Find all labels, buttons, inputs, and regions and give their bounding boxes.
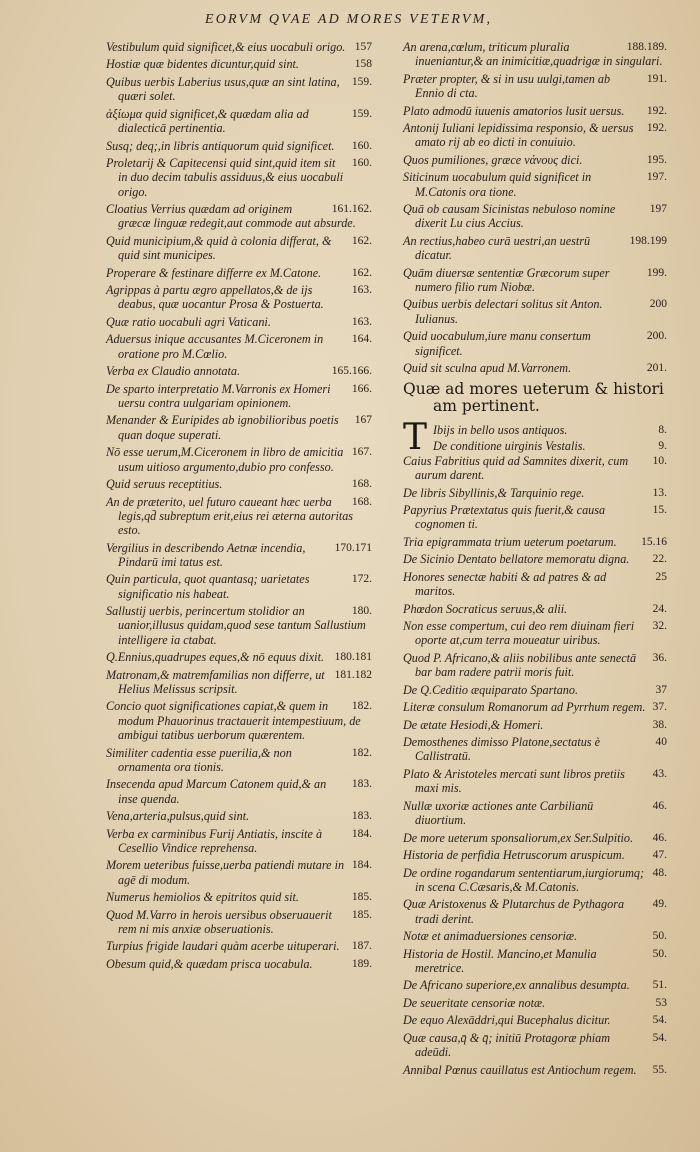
entry-text: Q.Ennius,quadrupes eques,& nō equus dixit. bbox=[106, 650, 325, 665]
index-entry bbox=[106, 266, 376, 280]
entry-text: Properare & festinare differre ex M.Catone. bbox=[106, 265, 322, 280]
index-entry bbox=[433, 423, 671, 437]
entry-text: De more ueterum sponsaliorum,ex Ser.Sulpitio. bbox=[403, 830, 634, 845]
entry-text: Plato & Aristoteles mercati sunt libros pretiis maxi mis. bbox=[403, 766, 625, 796]
page-number: 182. bbox=[351, 700, 372, 713]
entry-text: Agrippas à partu ægro appellatos,& de ijs deabus, quæ uocantur Prosa & Postuerta. bbox=[106, 283, 324, 312]
page-number: 185. bbox=[351, 908, 372, 921]
entry-text: Similiter cadentia esse puerilia,& non ornamenta ora tionis. bbox=[106, 745, 292, 774]
entry-text: Concio quot significationes capiat,& quem in modum Phauorinus tractauerit intempestiuum, de ambigui tatibus uerborum quærentem. bbox=[106, 699, 361, 743]
entry-text: De libris Sibyllinis,& Tarquinio rege. bbox=[403, 485, 585, 500]
entry-text: Quid uocabulum,iure manu consertum significet. bbox=[403, 329, 591, 358]
entry-text: Quid municipium,& quid à colonia differat, & quid sint municipes. bbox=[106, 233, 332, 263]
entry-text: Quod P. Africano,& aliis nobilibus ante senectā bar bam radere patrii moris fuit. bbox=[403, 650, 637, 680]
entry-text: An rectius,habeo curā uestri,an uestrū dicatur. bbox=[403, 233, 591, 263]
index-entry bbox=[106, 827, 376, 856]
entry-text: Quibus uerbis Laberius usus,quæ an sint latina, quæri solet. bbox=[106, 74, 340, 104]
page-number: 54. bbox=[652, 1031, 667, 1044]
page-number: 15. bbox=[652, 504, 667, 517]
entry-text: Quod M.Varro in herois uersibus obseruauerit rem ni mis anxiæ obseruationis. bbox=[106, 907, 332, 936]
page-number: 165.166. bbox=[331, 365, 372, 378]
page-number: 168. bbox=[351, 495, 372, 508]
page-number: 43. bbox=[652, 767, 667, 780]
entry-text: De Sicinio Dentato bellatore memoratu digna. bbox=[403, 552, 630, 567]
entry-text: Quā ob causam Sicinistas nebuloso nomine dixerit Lu cius Accius. bbox=[403, 202, 616, 231]
index-entry bbox=[106, 699, 376, 742]
index-entry bbox=[403, 947, 671, 976]
index-entry bbox=[106, 541, 376, 570]
entry-text: De ætate Hesiodi,& Homeri. bbox=[403, 717, 544, 732]
entry-text: Quām diuersæ sententiæ Græcorum super numero filio rum Niobæ. bbox=[403, 265, 610, 294]
entry-text: Annibal Pœnus cauillatus est Antiochum regem. bbox=[403, 1062, 637, 1077]
page-number: 182. bbox=[351, 746, 372, 759]
entry-text: Nō esse uerum,M.Ciceronem in libro de amicitia usum uitioso argumento,dubio pro confesso. bbox=[106, 445, 344, 474]
index-entry bbox=[106, 939, 376, 953]
index-entry bbox=[403, 170, 671, 199]
index-entry bbox=[403, 1031, 671, 1060]
first-entry-list bbox=[433, 423, 671, 453]
right-column-bottom-list bbox=[403, 454, 671, 1077]
entry-text: Quid sit sculna apud M.Varronem. bbox=[403, 361, 572, 375]
page-number: 197 bbox=[649, 203, 667, 216]
entry-text: Quin particula, quot quantasq; uarietates significatio nis habeat. bbox=[106, 572, 310, 601]
index-entry bbox=[403, 153, 671, 167]
page-number: 157 bbox=[354, 41, 372, 53]
index-entry bbox=[403, 1013, 671, 1027]
page-number: 192. bbox=[646, 122, 667, 135]
entry-text: Quæ Aristoxenus & Plutarchus de Pythagora tradi derint. bbox=[403, 897, 625, 926]
entry-text: Non esse compertum, cui deo rem diuinam fieri oporte at,cum terra moueatur uiribus. bbox=[403, 619, 635, 648]
page-number: 46. bbox=[652, 799, 667, 812]
page-number: 192. bbox=[646, 104, 667, 117]
entry-text: Verba ex carminibus Furij Antiatis, inscite à Cesellio Vindice reprehensa. bbox=[106, 826, 323, 855]
entry-text: De Africano superiore,ex annalibus desumpta. bbox=[403, 978, 630, 993]
page-number: 161.162. bbox=[331, 203, 372, 216]
page-number: 160. bbox=[351, 157, 372, 170]
page-number: 195. bbox=[646, 153, 667, 166]
page-number: 200. bbox=[646, 330, 667, 343]
page-number: 188.189. bbox=[626, 41, 667, 53]
page-number: 50. bbox=[652, 930, 667, 943]
entry-text: Proletarij & Capitecensi quid sint,quid item sit in duo decim tabulis assiduus,& eius uocabuli origo. bbox=[106, 156, 344, 199]
entry-text: Plato admodū iuuenis amatorios lusit uersus. bbox=[403, 103, 625, 118]
index-entry bbox=[106, 604, 376, 647]
page-number: 167 bbox=[354, 414, 372, 427]
index-entry bbox=[403, 978, 671, 992]
index-entry bbox=[106, 202, 376, 231]
entry-text: Quæ ratio uocabuli agri Vaticani. bbox=[106, 314, 271, 329]
index-entry bbox=[106, 495, 376, 538]
page-number: 199. bbox=[646, 266, 667, 279]
entry-text: De ordine rogandarum sententiarum,iurgiorumq; in scena C.Cæsaris,& M.Catonis. bbox=[403, 865, 645, 894]
index-entry bbox=[106, 107, 376, 136]
page-number: 24. bbox=[652, 602, 667, 615]
entry-text: Tria epigrammata trium ueterum poetarum. bbox=[403, 534, 617, 549]
page-number: 50. bbox=[652, 947, 667, 960]
page-number: 40 bbox=[655, 736, 667, 749]
index-entry bbox=[403, 329, 671, 358]
page-number: 159. bbox=[351, 75, 372, 88]
index-entry bbox=[106, 777, 376, 806]
page-number: 168. bbox=[351, 478, 372, 491]
entry-text: Vena,arteria,pulsus,quid sint. bbox=[106, 809, 250, 824]
index-entry bbox=[106, 746, 376, 775]
entry-text: Turpius frigide laudari quàm acerbe uituperari. bbox=[106, 939, 340, 954]
entry-text: Quæ causa,q̄ & q̄; initiū Protagoræ phiam adeūdi. bbox=[403, 1030, 611, 1060]
page-number: 15.16 bbox=[641, 535, 667, 548]
index-entry bbox=[403, 570, 671, 599]
index-entry bbox=[403, 831, 671, 845]
index-entry bbox=[106, 890, 376, 904]
index-entry bbox=[433, 439, 671, 453]
page-number: 25 bbox=[655, 570, 667, 583]
page-number: 160. bbox=[351, 139, 372, 152]
index-entry bbox=[403, 996, 671, 1010]
index-entry bbox=[106, 332, 376, 361]
page-number: 47. bbox=[652, 849, 667, 862]
page-number: 198.199 bbox=[629, 234, 667, 247]
index-entry bbox=[403, 552, 671, 566]
index-entry bbox=[106, 57, 376, 71]
index-entry bbox=[403, 266, 671, 295]
page-number: 162. bbox=[351, 234, 372, 247]
entry-text: Demosthenes dimisso Platone,sectatus è Callistratū. bbox=[403, 735, 600, 764]
page-number: 184. bbox=[351, 827, 372, 840]
page-number: 167. bbox=[351, 446, 372, 459]
page-number: 163. bbox=[351, 315, 372, 328]
index-entry bbox=[403, 735, 671, 764]
index-entry bbox=[106, 572, 376, 601]
index-entry bbox=[106, 234, 376, 263]
page-number: 170.171 bbox=[334, 541, 372, 554]
entry-text: Historia de Hostil. Mancino,et Manulia meretrice. bbox=[403, 946, 597, 975]
entry-text: Vergilius in describendo Aetnæ incendia, Pindarū imi tatus est. bbox=[106, 540, 306, 569]
entry-text: De Q.Ceditio æquiparato Spartano. bbox=[403, 682, 579, 697]
entry-text: An arena,cœlum, triticum pluralia inueniantur,& an inimicitiæ,quadrigæ in singulari. bbox=[403, 40, 663, 69]
index-entry bbox=[403, 202, 671, 231]
page-number: 180. bbox=[351, 605, 372, 618]
page-number: 8. bbox=[658, 424, 667, 437]
page-number: 10. bbox=[652, 454, 667, 467]
index-entry bbox=[403, 486, 671, 500]
page-number: 36. bbox=[652, 651, 667, 664]
index-entry bbox=[106, 668, 376, 697]
index-entry bbox=[403, 683, 671, 697]
page-number: 51. bbox=[652, 979, 667, 992]
index-entry bbox=[106, 364, 376, 378]
page-number: 184. bbox=[351, 859, 372, 872]
index-entry bbox=[106, 908, 376, 937]
index-entry bbox=[106, 382, 376, 411]
entry-text: Insecenda apud Marcum Catonem quid,& an inse quenda. bbox=[106, 777, 327, 806]
index-entry bbox=[403, 929, 671, 943]
entry-text: Phœdon Socraticus seruus,& alii. bbox=[403, 601, 568, 616]
first-entry-block bbox=[403, 417, 671, 459]
page-number: 183. bbox=[351, 810, 372, 823]
index-entry bbox=[403, 1063, 671, 1077]
index-entry bbox=[403, 897, 671, 926]
index-entry bbox=[403, 234, 671, 263]
entry-text: Papyrius Prætextatus quis fuerit,& causa cognomen ti. bbox=[403, 503, 606, 532]
index-entry bbox=[403, 72, 671, 101]
page-number: 13. bbox=[652, 486, 667, 499]
entry-text: De equo Alexāddri,qui Bucephalus dicitur. bbox=[403, 1013, 611, 1028]
index-entry bbox=[106, 650, 376, 664]
entry-text: Cloatius Verrius quædam ad originem græcæ linguæ redegit,aut commode aut absurde. bbox=[106, 202, 356, 231]
index-entry bbox=[106, 477, 376, 491]
index-entry bbox=[403, 454, 671, 483]
entry-text: Præter propter, & si in usu uulgi,tamen ab Ennio di cta. bbox=[403, 71, 611, 101]
page-number: 22. bbox=[652, 553, 667, 566]
page-number: 37. bbox=[652, 701, 667, 714]
entry-text: De seueritate censoriæ notæ. bbox=[403, 995, 546, 1010]
page-number: 162. bbox=[351, 266, 372, 279]
page-number: 189. bbox=[351, 957, 372, 970]
index-entry bbox=[403, 619, 671, 648]
index-entry bbox=[403, 361, 671, 375]
right-column bbox=[403, 40, 671, 1080]
page-number: 38. bbox=[652, 718, 667, 731]
entry-text: Quibus uerbis delectari solitus sit Anton. Iulianus. bbox=[403, 297, 603, 326]
index-entry bbox=[403, 866, 671, 895]
index-entry bbox=[403, 121, 671, 150]
entry-text: Historia de perfidia Hetruscorum aruspicum. bbox=[403, 848, 625, 863]
page-number: 48. bbox=[652, 866, 667, 879]
page-number: 54. bbox=[652, 1014, 667, 1027]
index-entry bbox=[403, 40, 671, 69]
right-column-top-list bbox=[403, 40, 671, 375]
page-number: 164. bbox=[351, 333, 372, 346]
index-entry bbox=[106, 283, 376, 312]
page-number: 185. bbox=[351, 891, 372, 904]
index-entry bbox=[403, 767, 671, 796]
entry-text: Quid seruus receptitius. bbox=[106, 477, 223, 492]
entry-text: Obesum quid,& quædam prisca uocabula. bbox=[106, 956, 313, 971]
page-number: 187. bbox=[351, 940, 372, 953]
page-number: 9. bbox=[658, 439, 667, 452]
page-number: 32. bbox=[652, 620, 667, 633]
entry-text: Hostiæ quæ bidentes dicuntur,quid sint. bbox=[106, 57, 299, 72]
entry-text: Ibijs in bello usos antiquos. bbox=[433, 423, 568, 438]
entry-text: Caius Fabritius quid ad Samnites dixerit, cum aurum darent. bbox=[403, 453, 629, 483]
entry-text: Vestibulum quid significet,& eius uocabuli origo. bbox=[106, 40, 346, 54]
page-number: 172. bbox=[351, 573, 372, 586]
entry-text: Literæ consulum Romanorum ad Pyrrhum regem. bbox=[403, 700, 646, 715]
entry-text: De conditione uirginis Vestalis. bbox=[433, 438, 586, 453]
entry-text: Morem ueteribus fuisse,uerba patiendi mutare in agē di modum. bbox=[106, 858, 345, 887]
index-entry bbox=[106, 809, 376, 823]
page-number: 166. bbox=[351, 382, 372, 395]
index-entry bbox=[403, 535, 671, 549]
entry-text: Numerus hemiolios & epitritos quid sit. bbox=[106, 890, 299, 905]
index-entry bbox=[106, 858, 376, 887]
page-number: 183. bbox=[351, 778, 372, 791]
page-number: 37 bbox=[655, 683, 667, 696]
entry-text: Antonij Iuliani lepidissima responsio, & uersus amato rij ab eo dicti in conuiuio. bbox=[403, 121, 634, 150]
entry-text: Aduersus inique accusantes M.Ciceronem in oratione pro M.Cœlio. bbox=[106, 332, 324, 361]
entry-text: Notæ et animaduersiones censoriæ. bbox=[403, 929, 578, 944]
index-entry bbox=[106, 156, 376, 199]
page-number: 49. bbox=[652, 898, 667, 911]
page-number: 163. bbox=[351, 284, 372, 297]
index-entry bbox=[106, 75, 376, 104]
entry-text: Verba ex Claudio annotata. bbox=[106, 364, 241, 379]
page-number: 158 bbox=[354, 58, 372, 71]
page-number: 53 bbox=[655, 996, 667, 1009]
entry-text: Menander & Euripides ab ignobilioribus poetis quan doque superati. bbox=[106, 413, 339, 442]
entry-text: Siticinum uocabulum quid significet in M.Catonis ora tione. bbox=[403, 170, 592, 199]
index-entry bbox=[106, 40, 376, 54]
index-entry bbox=[106, 413, 376, 442]
index-entry bbox=[106, 315, 376, 329]
page-number: 159. bbox=[351, 107, 372, 120]
index-entry bbox=[106, 445, 376, 474]
index-entry bbox=[106, 957, 376, 971]
index-entry bbox=[403, 602, 671, 616]
entry-text: Nullæ uxoriæ actiones ante Carbilianū diuortium. bbox=[403, 798, 594, 828]
page-number: 201. bbox=[646, 362, 667, 374]
index-entry bbox=[403, 503, 671, 532]
entry-text: An de præterito, uel futuro caueant hæc uerba legis,qd̄ subreptum erit,eius rei æterna autoritas esto. bbox=[106, 494, 354, 538]
index-entry bbox=[403, 718, 671, 732]
entry-text: De sparto interpretatio M.Varronis ex Homeri uersu contra uulgariam opinionem. bbox=[106, 381, 331, 410]
entry-text: Honores senectæ habiti & ad patres & ad maritos. bbox=[403, 569, 607, 599]
index-entry bbox=[403, 700, 671, 714]
index-entry bbox=[403, 651, 671, 680]
entry-text: Quos pumiliones, græce νάνους dici. bbox=[403, 152, 583, 167]
section-heading: Quæ ad mores ueterum & histori am pertinent. bbox=[403, 380, 664, 416]
page-number: 191. bbox=[646, 72, 667, 85]
index-entry bbox=[403, 799, 671, 828]
page-number: 46. bbox=[652, 831, 667, 844]
left-column bbox=[106, 40, 376, 974]
index-entry bbox=[403, 848, 671, 862]
drop-cap: T bbox=[403, 417, 428, 459]
entry-text: ἀξίωμα quid significet,& quædam alia ad dialecticā pertinentia. bbox=[106, 106, 309, 136]
page-number: 197. bbox=[646, 171, 667, 184]
entry-text: Sallustij uerbis, perincertum stolidior an uanior,illusus quidam,quod sese tantum Sallustium intelligere ia ctabat. bbox=[106, 604, 366, 647]
index-entry bbox=[106, 139, 376, 153]
index-entry bbox=[403, 104, 671, 118]
running-head: EORVM QVAE AD MORES VETERVM, bbox=[205, 12, 493, 27]
page-number: 181.182 bbox=[334, 668, 372, 681]
page-number: 180.181 bbox=[334, 651, 372, 664]
entry-text: Matronam,& matremfamilias non differre, ut Helius Melissus scripsit. bbox=[106, 667, 325, 696]
page-number: 200 bbox=[649, 298, 667, 311]
entry-text: Susq; deq;,in libris antiquorum quid significet. bbox=[106, 138, 335, 153]
index-entry bbox=[403, 297, 671, 326]
page-number: 55. bbox=[652, 1063, 667, 1076]
